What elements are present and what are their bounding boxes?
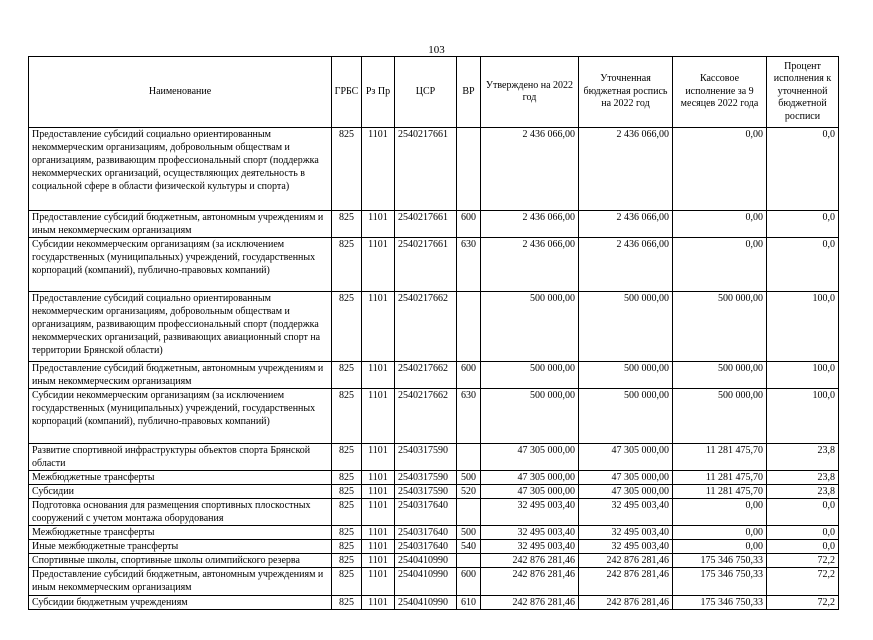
cell-rzpr: 1101 xyxy=(362,292,395,362)
cell-cash: 500 000,00 xyxy=(673,362,767,389)
cell-name: Иные межбюджетные трансферты xyxy=(29,540,332,554)
cell-csr: 2540217662 xyxy=(395,389,457,444)
header-refined: Уточненная бюджетная роспись на 2022 год xyxy=(579,57,673,128)
cell-refined: 47 305 000,00 xyxy=(579,444,673,471)
cell-approved: 500 000,00 xyxy=(481,292,579,362)
header-cash: Кассовое исполнение за 9 месяцев 2022 года xyxy=(673,57,767,128)
cell-vr: 520 xyxy=(457,485,481,499)
cell-grbs: 825 xyxy=(332,540,362,554)
cell-refined: 242 876 281,46 xyxy=(579,568,673,596)
cell-percent: 23,8 xyxy=(767,485,839,499)
cell-vr: 630 xyxy=(457,389,481,444)
cell-csr: 2540317590 xyxy=(395,485,457,499)
cell-rzpr: 1101 xyxy=(362,389,395,444)
cell-approved: 32 495 003,40 xyxy=(481,526,579,540)
table-row xyxy=(29,444,839,471)
cell-approved: 2 436 066,00 xyxy=(481,238,579,292)
cell-percent: 72,2 xyxy=(767,568,839,596)
cell-cash: 0,00 xyxy=(673,128,767,211)
cell-rzpr: 1101 xyxy=(362,444,395,471)
cell-name: Субсидии xyxy=(29,485,332,499)
cell-percent: 23,8 xyxy=(767,444,839,471)
header-percent: Процент исполнения к уточненной бюджетной росписи xyxy=(767,57,839,128)
cell-cash: 11 281 475,70 xyxy=(673,471,767,485)
header-csr: ЦСР xyxy=(395,57,457,128)
cell-name: Субсидии бюджетным учреждениям xyxy=(29,596,332,610)
cell-csr: 2540217662 xyxy=(395,292,457,362)
cell-name: Спортивные школы, спортивные школы олимпийского резерва xyxy=(29,554,332,568)
cell-percent: 100,0 xyxy=(767,389,839,444)
cell-approved: 32 495 003,40 xyxy=(481,499,579,526)
cell-percent: 0,0 xyxy=(767,526,839,540)
cell-refined: 47 305 000,00 xyxy=(579,485,673,499)
budget-execution-table xyxy=(28,56,839,610)
cell-approved: 2 436 066,00 xyxy=(481,128,579,211)
cell-cash: 0,00 xyxy=(673,540,767,554)
cell-rzpr: 1101 xyxy=(362,554,395,568)
cell-csr: 2540217661 xyxy=(395,211,457,238)
cell-cash: 175 346 750,33 xyxy=(673,596,767,610)
cell-refined: 2 436 066,00 xyxy=(579,211,673,238)
cell-grbs: 825 xyxy=(332,292,362,362)
cell-cash: 0,00 xyxy=(673,526,767,540)
cell-percent: 23,8 xyxy=(767,471,839,485)
cell-refined: 47 305 000,00 xyxy=(579,471,673,485)
cell-grbs: 825 xyxy=(332,499,362,526)
cell-approved: 47 305 000,00 xyxy=(481,444,579,471)
cell-name: Субсидии некоммерческим организациям (за исключением государственных (муниципальных) учреждений, государственных корпораций (компаний), публично-правовых компаний) xyxy=(29,389,332,444)
table-row xyxy=(29,568,839,596)
table-row xyxy=(29,128,839,211)
cell-percent: 0,0 xyxy=(767,238,839,292)
cell-csr: 2540317640 xyxy=(395,540,457,554)
cell-vr: 600 xyxy=(457,211,481,238)
table-row xyxy=(29,596,839,610)
cell-refined: 242 876 281,46 xyxy=(579,596,673,610)
cell-cash: 500 000,00 xyxy=(673,292,767,362)
table-header-row xyxy=(29,57,839,128)
cell-rzpr: 1101 xyxy=(362,471,395,485)
cell-grbs: 825 xyxy=(332,238,362,292)
cell-cash: 11 281 475,70 xyxy=(673,444,767,471)
cell-grbs: 825 xyxy=(332,389,362,444)
cell-refined: 242 876 281,46 xyxy=(579,554,673,568)
cell-rzpr: 1101 xyxy=(362,540,395,554)
header-vr: ВР xyxy=(457,57,481,128)
cell-rzpr: 1101 xyxy=(362,238,395,292)
cell-refined: 500 000,00 xyxy=(579,292,673,362)
cell-approved: 47 305 000,00 xyxy=(481,485,579,499)
cell-grbs: 825 xyxy=(332,444,362,471)
header-approved: Утверждено на 2022 год xyxy=(481,57,579,128)
cell-csr: 2540317590 xyxy=(395,444,457,471)
header-grbs: ГРБС xyxy=(332,57,362,128)
cell-grbs: 825 xyxy=(332,362,362,389)
cell-refined: 2 436 066,00 xyxy=(579,238,673,292)
cell-cash: 0,00 xyxy=(673,211,767,238)
cell-approved: 47 305 000,00 xyxy=(481,471,579,485)
cell-name: Предоставление субсидий бюджетным, автономным учреждениям и иным некоммерческим организациям xyxy=(29,568,332,596)
cell-vr xyxy=(457,292,481,362)
cell-csr: 2540217662 xyxy=(395,362,457,389)
cell-name: Подготовка основания для размещения спортивных плоскостных сооружений с учетом монтажа оборудования xyxy=(29,499,332,526)
cell-percent: 72,2 xyxy=(767,554,839,568)
cell-refined: 32 495 003,40 xyxy=(579,526,673,540)
cell-vr: 610 xyxy=(457,596,481,610)
cell-refined: 500 000,00 xyxy=(579,362,673,389)
cell-name: Межбюджетные трансферты xyxy=(29,471,332,485)
cell-grbs: 825 xyxy=(332,471,362,485)
cell-cash: 0,00 xyxy=(673,499,767,526)
cell-percent: 0,0 xyxy=(767,540,839,554)
cell-csr: 2540217661 xyxy=(395,238,457,292)
cell-csr: 2540317590 xyxy=(395,471,457,485)
table-row xyxy=(29,238,839,292)
cell-name: Предоставление субсидий бюджетным, автономным учреждениям и иным некоммерческим организациям xyxy=(29,211,332,238)
cell-rzpr: 1101 xyxy=(362,568,395,596)
cell-percent: 100,0 xyxy=(767,292,839,362)
cell-csr: 2540410990 xyxy=(395,554,457,568)
cell-grbs: 825 xyxy=(332,211,362,238)
cell-approved: 242 876 281,46 xyxy=(481,554,579,568)
table-row xyxy=(29,554,839,568)
cell-grbs: 825 xyxy=(332,128,362,211)
cell-name: Субсидии некоммерческим организациям (за исключением государственных (муниципальных) учреждений, государственных корпораций (компаний), публично-правовых компаний) xyxy=(29,238,332,292)
cell-csr: 2540317640 xyxy=(395,499,457,526)
cell-approved: 500 000,00 xyxy=(481,389,579,444)
cell-vr xyxy=(457,444,481,471)
cell-refined: 2 436 066,00 xyxy=(579,128,673,211)
cell-percent: 0,0 xyxy=(767,211,839,238)
cell-grbs: 825 xyxy=(332,485,362,499)
cell-vr xyxy=(457,554,481,568)
cell-grbs: 825 xyxy=(332,596,362,610)
cell-approved: 2 436 066,00 xyxy=(481,211,579,238)
table-row xyxy=(29,471,839,485)
cell-vr: 500 xyxy=(457,526,481,540)
table-row xyxy=(29,540,839,554)
cell-rzpr: 1101 xyxy=(362,485,395,499)
cell-rzpr: 1101 xyxy=(362,526,395,540)
cell-approved: 32 495 003,40 xyxy=(481,540,579,554)
cell-vr xyxy=(457,499,481,526)
cell-approved: 242 876 281,46 xyxy=(481,568,579,596)
cell-vr: 500 xyxy=(457,471,481,485)
cell-rzpr: 1101 xyxy=(362,596,395,610)
cell-approved: 500 000,00 xyxy=(481,362,579,389)
cell-cash: 0,00 xyxy=(673,238,767,292)
cell-name: Развитие спортивной инфраструктуры объектов спорта Брянской области xyxy=(29,444,332,471)
table-body xyxy=(29,128,839,610)
cell-vr xyxy=(457,128,481,211)
table-row xyxy=(29,499,839,526)
cell-refined: 32 495 003,40 xyxy=(579,499,673,526)
page-number: 103 xyxy=(428,44,445,56)
cell-csr: 2540410990 xyxy=(395,596,457,610)
table-row xyxy=(29,389,839,444)
cell-cash: 175 346 750,33 xyxy=(673,554,767,568)
cell-grbs: 825 xyxy=(332,526,362,540)
cell-name: Межбюджетные трансферты xyxy=(29,526,332,540)
table-row xyxy=(29,485,839,499)
cell-grbs: 825 xyxy=(332,568,362,596)
cell-vr: 540 xyxy=(457,540,481,554)
cell-csr: 2540410990 xyxy=(395,568,457,596)
cell-vr: 600 xyxy=(457,362,481,389)
cell-vr: 600 xyxy=(457,568,481,596)
header-name: Наименование xyxy=(29,57,332,128)
cell-name: Предоставление субсидий социально ориентированным некоммерческим организациям, добровольным обществам и организациям, развивающим профессиональный спорт (поддержка некоммерческих организаций, развивающих авиационный спорт на территории Брянской области) xyxy=(29,292,332,362)
cell-grbs: 825 xyxy=(332,554,362,568)
cell-vr: 630 xyxy=(457,238,481,292)
cell-refined: 500 000,00 xyxy=(579,389,673,444)
cell-csr: 2540217661 xyxy=(395,128,457,211)
table-row xyxy=(29,211,839,238)
cell-cash: 500 000,00 xyxy=(673,389,767,444)
cell-rzpr: 1101 xyxy=(362,211,395,238)
cell-cash: 11 281 475,70 xyxy=(673,485,767,499)
cell-percent: 100,0 xyxy=(767,362,839,389)
cell-rzpr: 1101 xyxy=(362,499,395,526)
cell-percent: 72,2 xyxy=(767,596,839,610)
cell-rzpr: 1101 xyxy=(362,128,395,211)
cell-rzpr: 1101 xyxy=(362,362,395,389)
cell-csr: 2540317640 xyxy=(395,526,457,540)
cell-percent: 0,0 xyxy=(767,499,839,526)
cell-percent: 0,0 xyxy=(767,128,839,211)
cell-approved: 242 876 281,46 xyxy=(481,596,579,610)
table-row xyxy=(29,526,839,540)
cell-name: Предоставление субсидий социально ориентированным некоммерческим организациям, добровольным обществам и организациям, развивающим профессиональный спорт (поддержка некоммерческих организаций, осуществляющих деятельность в социальной сфере в области физической культуры и спорта) xyxy=(29,128,332,211)
header-rzpr: Рз Пр xyxy=(362,57,395,128)
cell-name: Предоставление субсидий бюджетным, автономным учреждениям и иным некоммерческим организациям xyxy=(29,362,332,389)
cell-cash: 175 346 750,33 xyxy=(673,568,767,596)
table-row xyxy=(29,292,839,362)
table-row xyxy=(29,362,839,389)
cell-refined: 32 495 003,40 xyxy=(579,540,673,554)
